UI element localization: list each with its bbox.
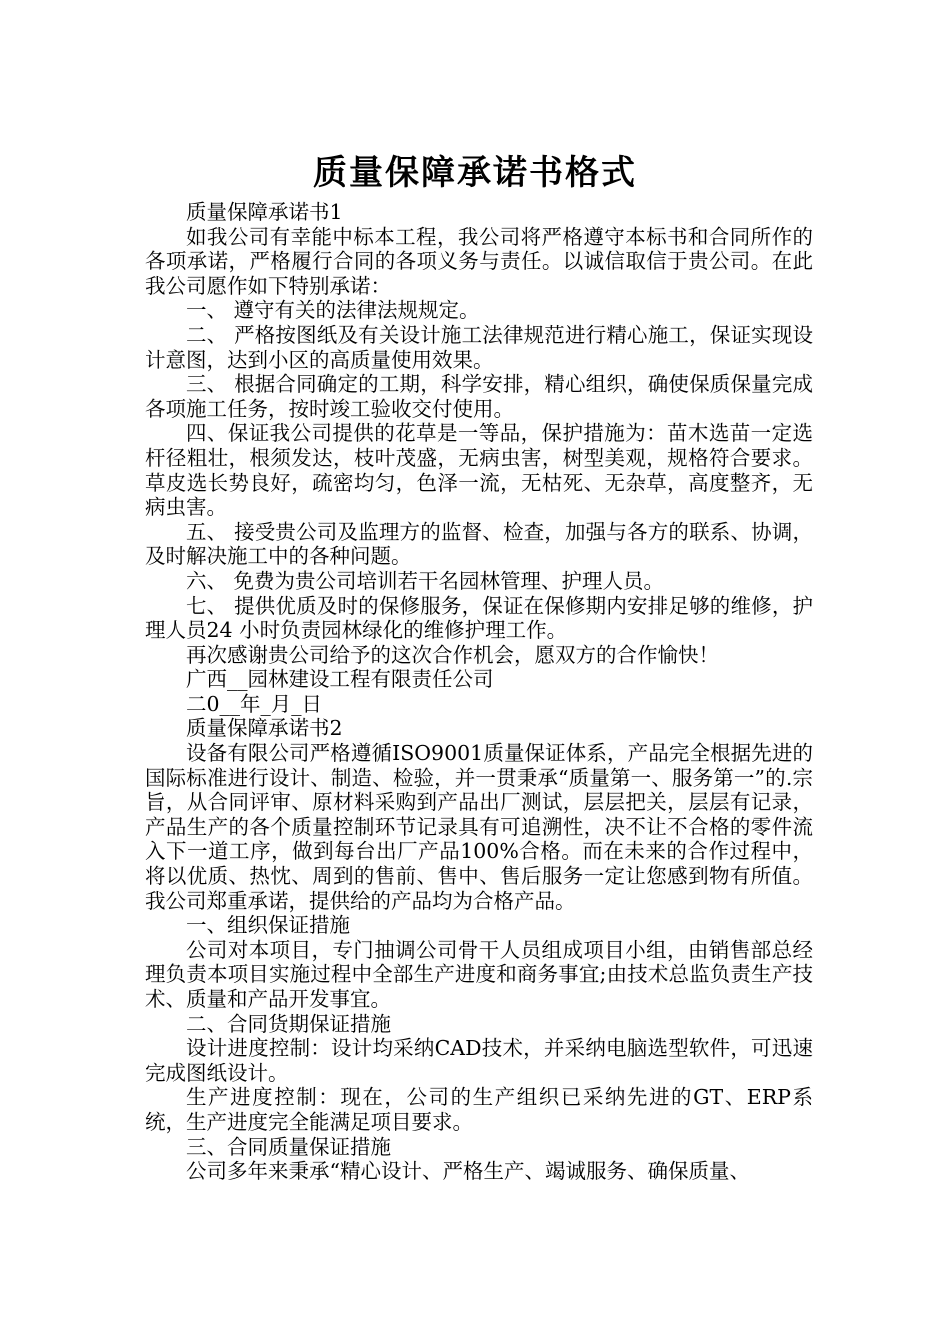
section-heading: 二、合同货期保证措施 [186,1011,391,1036]
paragraph: 五、 接受贵公司及监理方的监督、检查，加强与各方的联系、协调，及时解决施工中的各种问题。 [145,519,813,569]
paragraph: 三、 根据合同确定的工期，科学安排，精心组织，确使保质保量完成各项施工任务，按时竣工验收交付使用。 [145,372,813,421]
paragraph-heading-1: 质量保障承诺书1 [186,200,343,224]
paragraph: 设备有限公司严格遵循ISO9001质量保证体系，产品完全根据先进的国际标准进行设计、制造、检验，并一贯秉承“质量第一、服务第一”的.宗旨，从合同评审、原材料采购到产品出厂测试，层层把关，层层有记录，产品生产的各个质量控制环节记录具有可追溯性，决不让不合格的零件流入下一道工序，做到每台出厂产品100%合格。而在未来的合作过程中，将以优质、热忱、周到的售前、售中、售后服务一定让您感到物有所值。我公司郑重承诺，提供给的产品均为合格产品。 [145,741,813,913]
paragraph: 二、 严格按图纸及有关设计施工法律规范进行精心施工，保证实现设计意图，达到小区的高质量使用效果。 [145,322,813,372]
paragraph: 六、 免费为贵公司培训若干名园林管理、护理人员。 [186,568,665,593]
paragraph: 生产进度控制：现在，公司的生产组织已采纳先进的GT、ERP系统，生产进度完全能满足项目要求。 [145,1085,813,1134]
document-title: 质量保障承诺书格式 [313,152,637,193]
paragraph: 四、保证我公司提供的花草是一等品，保护措施为：苗木选苗一定选杆径粗壮，根须发达，枝叶茂盛，无病虫害，树型美观，规格符合要求。草皮选长势良好，疏密均匀，色泽一流，无枯死、无杂草，高度整齐，无病虫害。 [145,421,813,520]
paragraph: 公司多年来秉承“精心设计、严格生产、竭诚服务、确保质量、 [186,1159,750,1184]
document-body [145,200,813,1184]
signature-date: 二0__年_月_日 [186,691,323,716]
paragraph-heading-2: 质量保障承诺书2 [186,716,343,741]
paragraph: 一、 遵守有关的法律法规规定。 [186,298,480,323]
paragraph: 设计进度控制：设计均采纳CAD技术，并采纳电脑选型软件，可迅速完成图纸设计。 [145,1036,813,1085]
paragraph: 七、 提供优质及时的保修服务，保证在保修期内安排足够的维修，护理人员24 小时负责园林绿化的维修护理工作。 [145,593,813,643]
section-heading: 三、合同质量保证措施 [186,1134,391,1159]
signature-company: 广西__园林建设工程有限责任公司 [186,667,494,692]
paragraph: 公司对本项目，专门抽调公司骨干人员组成项目小组，由销售部总经理负责本项目实施过程中全部生产进度和商务事宜;由技术总监负责生产技术、质量和产品开发事宜。 [145,937,813,1011]
paragraph: 如我公司有幸能中标本工程，我公司将严格遵守本标书和合同所作的各项承诺，严格履行合同的各项义务与责任。以诚信取信于贵公司。在此我公司愿作如下特别承诺： [145,224,813,298]
paragraph: 再次感谢贵公司给予的这次合作机会，愿双方的合作愉快！ [186,642,719,667]
section-heading: 一、组织保证措施 [186,913,350,938]
